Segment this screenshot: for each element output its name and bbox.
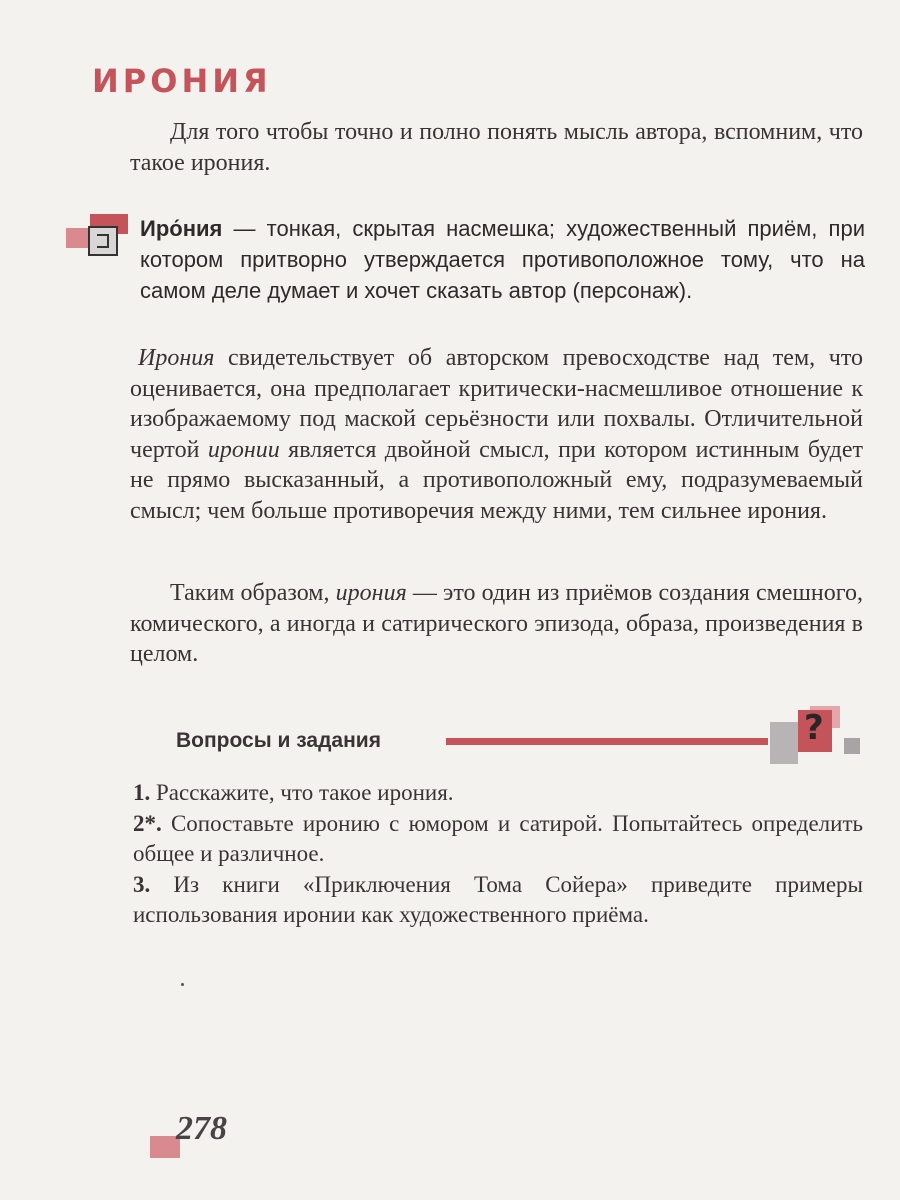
italic-term: ирония [335, 580, 407, 606]
question-item [133, 778, 863, 809]
definition-block [140, 213, 865, 306]
text-span: Таким образом, [170, 580, 336, 606]
definition-term: Иро́ния [140, 216, 223, 241]
questions-list [133, 778, 863, 931]
text-span: является двойной смысл, при котором истинным будет не прямо высказанный, а противоположный ему, подразумеваемый смысл; чем больше противоречия между ними, тем сильнее ирония. [130, 436, 863, 524]
question-text: Сопоставьте иронию с юмором и сатирой. Попытайтесь определить общее и различное. [133, 810, 863, 866]
question-item [133, 809, 863, 870]
body-paragraph-2 [130, 578, 863, 670]
italic-term: иронии [207, 436, 280, 463]
italic-term: Ирония [138, 345, 215, 371]
heading-rule [446, 738, 768, 745]
question-number: 1. [133, 780, 151, 805]
section-title: ИРОНИЯ [92, 62, 272, 100]
question-number: 3. [133, 871, 151, 897]
definition-text: — тонкая, скрытая насмешка; художественный приём, при котором притворно утверждается противоположное тому, что на самом деле думает и хочет сказать автор (персонаж). [140, 216, 865, 303]
intro-paragraph: Для того чтобы точно и полно понять мысль автора, вспомним, что такое ирония. [130, 119, 863, 176]
body-paragraph-1 [130, 343, 863, 526]
question-mark-icon: ? [770, 706, 862, 776]
question-text: Расскажите, что такое ирония. [150, 780, 454, 805]
question-item [133, 870, 863, 931]
text-span: свидетельствует об авторском превосходстве над тем, что оценивается, она предполагает критически-насмешливое отношение к изображаемому под маской серьёзности или похвалы. Отличительной чертой [130, 345, 863, 463]
questions-heading: Вопросы и задания [176, 729, 381, 752]
question-number: 2*. [133, 810, 162, 836]
page-number: 278 [176, 1110, 227, 1147]
question-text: Из книги «Приключения Тома Сойера» приведите примеры использования иронии как художественного приёма. [133, 871, 863, 927]
speck [181, 983, 184, 986]
text-span: — это один из приёмов создания смешного, комического, а иногда и сатирического эпизода, образа, произведения в целом. [130, 580, 864, 667]
definition-marker-icon [66, 214, 128, 258]
